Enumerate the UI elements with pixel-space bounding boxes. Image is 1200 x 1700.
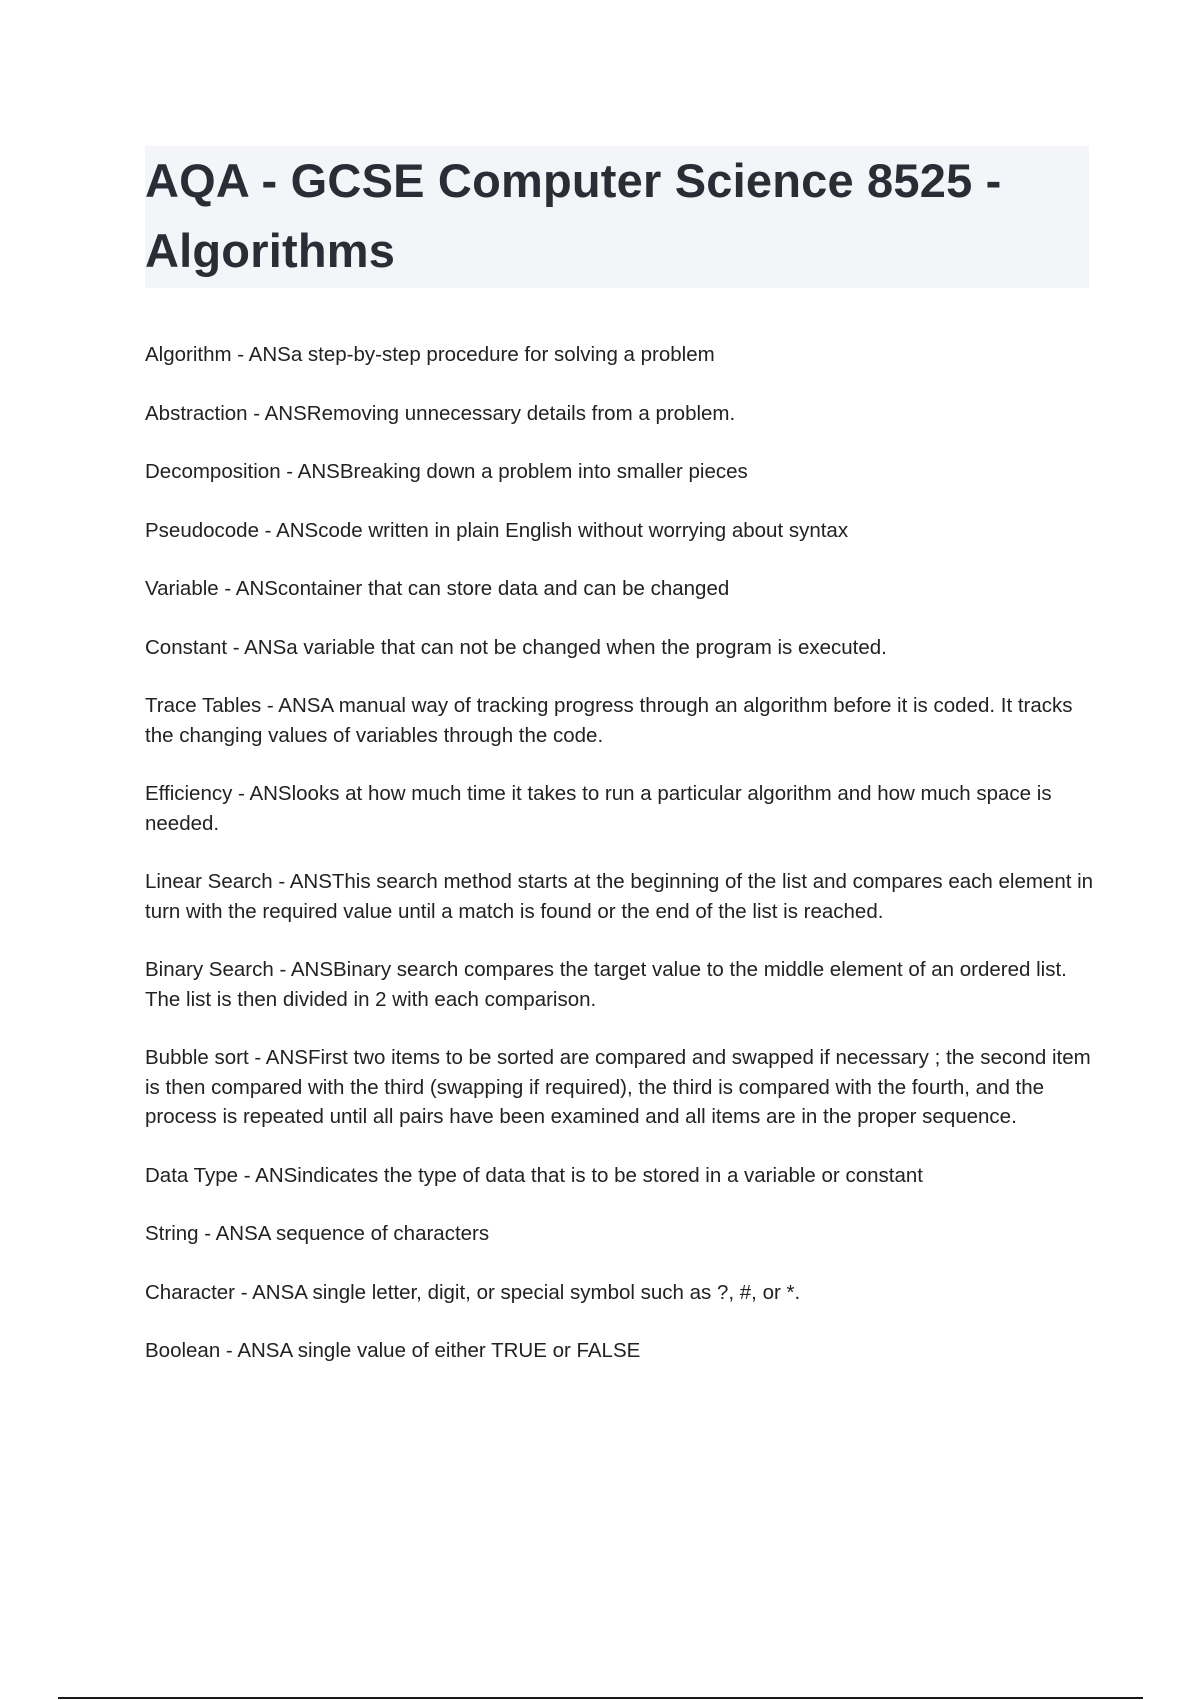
glossary-list bbox=[145, 340, 1095, 1395]
glossary-entry-string: String - ANSA sequence of characters bbox=[145, 1222, 490, 1245]
glossary-entry-efficiency: Efficiency - ANSlooks at how much time it takes to run a particular algorithm and how much space is needed. bbox=[145, 782, 1052, 835]
glossary-entry-constant: Constant - ANSa variable that can not be changed when the program is executed. bbox=[145, 635, 887, 659]
glossary-entry-trace-tables: Trace Tables - ANSA manual way of tracking progress through an algorithm before it is coded. It tracks the changing values of variables through the code. bbox=[145, 694, 1073, 747]
glossary-entry-data-type: Data Type - ANSindicates the type of data that is to be stored in a variable or constant bbox=[145, 1163, 923, 1187]
glossary-entry-pseudocode: Pseudocode - ANScode written in plain English without worrying about syntax bbox=[145, 518, 849, 542]
glossary-entry-bubble-sort: Bubble sort - ANSFirst two items to be sorted are compared and swapped if necessary ; the second item is then compared with the third (swapping if required), the third is compared with the fourth, and the process is repeated until all pairs have been examined and all items are in the proper sequence. bbox=[145, 1046, 1091, 1128]
glossary-entry-decomposition: Decomposition - ANSBreaking down a problem into smaller pieces bbox=[145, 460, 748, 483]
page-title: AQA - GCSE Computer Science 8525 - Algorithms bbox=[145, 154, 1002, 277]
glossary-entry-abstraction: Abstraction - ANSRemoving unnecessary details from a problem. bbox=[145, 401, 736, 425]
glossary-entry-binary-search: Binary Search - ANSBinary search compares the target value to the middle element of an ordered list. The list is then divided in 2 with each comparison. bbox=[145, 958, 1067, 1011]
glossary-entry-linear-search: Linear Search - ANSThis search method starts at the beginning of the list and compares each element in turn with the required value until a match is found or the end of the list is reached. bbox=[145, 870, 1094, 923]
glossary-entry-algorithm: Algorithm - ANSa step-by-step procedure for solving a problem bbox=[145, 343, 715, 366]
glossary-entry-variable: Variable - ANScontainer that can store data and can be changed bbox=[145, 577, 730, 600]
glossary-entry-character: Character - ANSA single letter, digit, or special symbol such as ?, #, or *. bbox=[145, 1280, 801, 1304]
title-banner bbox=[145, 146, 1089, 288]
glossary-entry-boolean: Boolean - ANSA single value of either TRUE or FALSE bbox=[145, 1339, 641, 1362]
footer-divider bbox=[58, 1697, 1143, 1699]
